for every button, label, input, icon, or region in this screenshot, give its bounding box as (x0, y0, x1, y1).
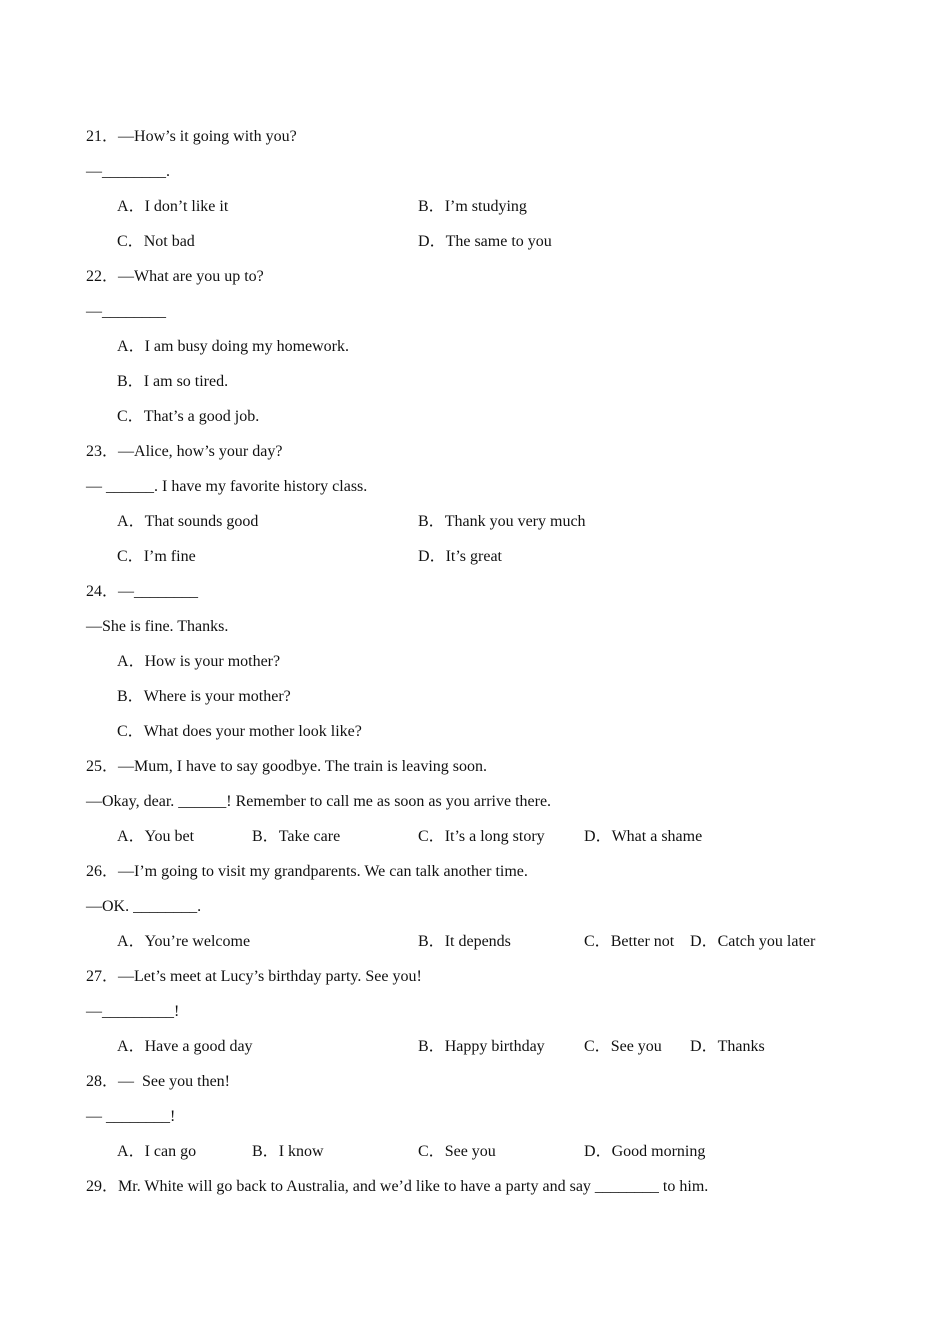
option-23-d[interactable]: D．It’s great (418, 548, 502, 565)
option-25-a[interactable]: A．You bet (117, 828, 195, 845)
option-27-b[interactable]: B．Happy birthday (418, 1038, 545, 1055)
option-25-d[interactable]: D．What a shame (584, 828, 703, 845)
option-24-a[interactable]: A．How is your mother? (117, 653, 281, 670)
question-22: 22．—What are you up to? (86, 268, 264, 285)
question-24: 24．—________ (86, 583, 199, 600)
question-28: 28．— See you then! (86, 1073, 230, 1090)
question-24-response: —She is fine. Thanks. (86, 618, 229, 635)
option-26-c[interactable]: C．Better not (584, 933, 675, 950)
option-27-a[interactable]: A．Have a good day (117, 1038, 253, 1055)
question-21: 21．—How’s it going with you? (86, 128, 297, 145)
question-26-response: —OK. ________. (86, 898, 202, 915)
question-27-response: —_________! (86, 1003, 180, 1020)
option-24-c[interactable]: C．What does your mother look like? (117, 723, 362, 740)
option-26-a[interactable]: A．You’re welcome (117, 933, 251, 950)
question-prompt: —Alice, how’s your day? (118, 443, 283, 460)
question-26: 26．—I’m going to visit my grandparents. We can talk another time. (86, 863, 528, 880)
question-number: 22 (86, 268, 102, 285)
question-28-response: — ________! (86, 1108, 176, 1125)
question-prompt: —How’s it going with you? (118, 128, 297, 145)
option-27-c[interactable]: C．See you (584, 1038, 662, 1055)
option-25-b[interactable]: B．Take care (252, 828, 341, 845)
question-21-response: —________. (86, 163, 170, 180)
question-prompt: —I’m going to visit my grandparents. We can talk another time. (118, 863, 528, 880)
question-prompt: —________ (118, 583, 199, 600)
option-22-c[interactable]: C．That’s a good job. (117, 408, 260, 425)
option-23-a[interactable]: A．That sounds good (117, 513, 259, 530)
question-number: 29 (86, 1178, 102, 1195)
question-25-response: —Okay, dear. ______! Remember to call me as soon as you arrive there. (86, 793, 552, 810)
option-23-b[interactable]: B．Thank you very much (418, 513, 586, 530)
option-27-d[interactable]: D．Thanks (690, 1038, 765, 1055)
option-21-d[interactable]: D．The same to you (418, 233, 552, 250)
question-25: 25．—Mum, I have to say goodbye. The train is leaving soon. (86, 758, 487, 775)
question-number: 26 (86, 863, 102, 880)
question-number: 28 (86, 1073, 102, 1090)
question-number: 25 (86, 758, 102, 775)
option-24-b[interactable]: B．Where is your mother? (117, 688, 291, 705)
option-26-d[interactable]: D．Catch you later (690, 933, 816, 950)
question-prompt: —Let’s meet at Lucy’s birthday party. See you! (118, 968, 422, 985)
question-prompt: —Mum, I have to say goodbye. The train is leaving soon. (118, 758, 487, 775)
option-28-c[interactable]: C．See you (418, 1143, 496, 1160)
option-23-c[interactable]: C．I’m fine (117, 548, 196, 565)
option-21-c[interactable]: C．Not bad (117, 233, 195, 250)
option-22-b[interactable]: B．I am so tired. (117, 373, 229, 390)
question-23-response: — ______. I have my favorite history class. (86, 478, 368, 495)
option-22-a[interactable]: A．I am busy doing my homework. (117, 338, 349, 355)
option-21-b[interactable]: B．I’m studying (418, 198, 527, 215)
question-prompt: —What are you up to? (118, 268, 264, 285)
question-prompt: — See you then! (118, 1073, 230, 1090)
question-number: 27 (86, 968, 102, 985)
question-number: 24 (86, 583, 102, 600)
question-prompt: Mr. White will go back to Australia, and we’d like to have a party and say ________ to him. (118, 1178, 709, 1195)
option-28-b[interactable]: B．I know (252, 1143, 324, 1160)
option-26-b[interactable]: B．It depends (418, 933, 511, 950)
question-22-response: —________ (86, 303, 166, 320)
question-number: 23 (86, 443, 102, 460)
option-28-a[interactable]: A．I can go (117, 1143, 197, 1160)
option-21-a[interactable]: A．I don’t like it (117, 198, 229, 215)
option-25-c[interactable]: C．It’s a long story (418, 828, 545, 845)
question-number: 21 (86, 128, 102, 145)
question-29: 29．Mr. White will go back to Australia, and we’d like to have a party and say ________ to him. (86, 1178, 709, 1195)
question-27: 27．—Let’s meet at Lucy’s birthday party. See you! (86, 968, 422, 985)
option-28-d[interactable]: D．Good morning (584, 1143, 706, 1160)
question-23: 23．—Alice, how’s your day? (86, 443, 283, 460)
